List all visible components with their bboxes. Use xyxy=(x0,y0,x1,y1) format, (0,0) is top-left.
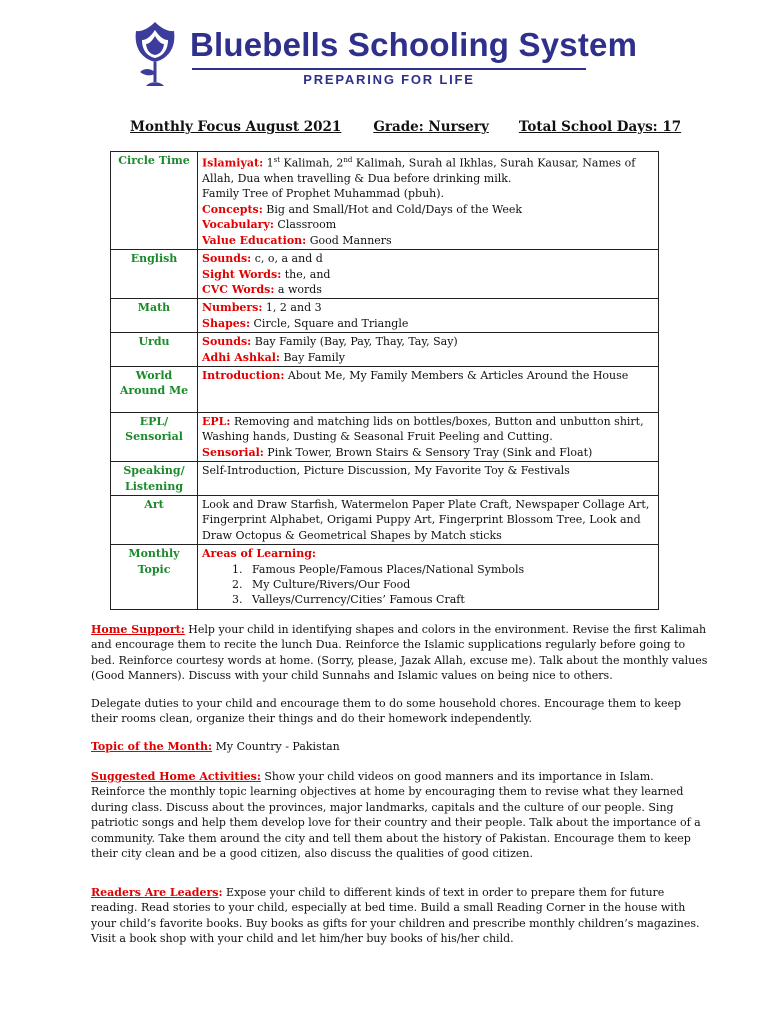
focus-title: Monthly Focus August 2021 xyxy=(130,119,342,135)
table-row xyxy=(111,250,659,299)
vocabulary-text: Classroom xyxy=(273,218,337,232)
readers-colon: : xyxy=(218,886,223,899)
sounds-label: Sounds: xyxy=(202,252,252,266)
sensorial-text: Pink Tower, Brown Stairs & Sensory Tray (Sink and Float) xyxy=(263,445,593,459)
topic-of-month-label: Topic of the Month: xyxy=(91,740,213,753)
vocabulary-label: Vocabulary: xyxy=(202,218,274,232)
table-row xyxy=(111,462,659,496)
sight-words-text: the, and xyxy=(281,267,331,281)
table-row xyxy=(111,366,659,412)
focus-grade: Grade: Nursery xyxy=(373,119,489,135)
readers-text: Expose your child to different kinds of text in order to prepare them for future reading. Read stories to your child, especially at bed time. Build a small Reading Corner in the house with your child’s favorite books. Buy books as gifts for your children and prescribe monthly children’s magazines. Visit a book shop with your child and let him/her buy books of his/her child. xyxy=(91,886,700,946)
cvc-words-text: a words xyxy=(274,282,322,296)
table-row xyxy=(111,495,659,544)
family-tree-text: Family Tree of Prophet Muhammad (pbuh). xyxy=(202,187,445,201)
adhi-ashkal-label: Adhi Ashkal: xyxy=(202,350,280,364)
value-education-text: Good Manners xyxy=(306,233,392,247)
monthly-focus-line xyxy=(130,119,681,135)
epl-label: EPL: xyxy=(202,414,231,428)
table-row xyxy=(111,152,659,250)
content-cell xyxy=(198,366,659,412)
ordinal-suffix: nd xyxy=(343,156,353,164)
topic-of-month-text: My Country - Pakistan xyxy=(212,740,340,753)
subject-cell: Monthly Topic xyxy=(111,545,198,610)
urdu-sounds-text: Bay Family (Bay, Pay, Thay, Tay, Say) xyxy=(251,335,458,349)
content-cell xyxy=(198,152,659,250)
topic-of-month-paragraph xyxy=(91,739,711,754)
value-education-label: Value Education: xyxy=(202,233,307,247)
introduction-label: Introduction: xyxy=(202,368,285,382)
school-name: Bluebells Schooling System xyxy=(190,26,638,63)
subject-cell: English xyxy=(111,250,198,299)
table-row xyxy=(111,412,659,461)
shapes-text: Circle, Square and Triangle xyxy=(250,316,409,330)
suggested-activities-label: Suggested Home Activities: xyxy=(91,770,261,783)
suggested-activities-text: Show your child videos on good manners and its importance in Islam. Reinforce the monthly topic learning objectives at home by encouraging them to revise what they learned during class. Discuss about the provinces, major landmarks, capitals and the culture of our people. Sing patriotic songs and help them develop love for their country and their people. Talk about the importance of a community. Take them around the city and tell them about the history of Pakistan. Encourage them to keep their city clean and be a good citizen, also discuss the qualities of good citizen. xyxy=(91,770,701,861)
table-row xyxy=(111,545,659,610)
islamiyat-label: Islamiyat: xyxy=(202,156,264,170)
content-cell: Self-Introduction, Picture Discussion, My Favorite Toy & Festivals xyxy=(198,462,659,496)
adhi-ashkal-text: Bay Family xyxy=(279,350,345,364)
home-support-label: Home Support: xyxy=(91,623,185,636)
tagline-bar xyxy=(192,68,586,90)
readers-label: Readers Are Leaders xyxy=(91,886,219,899)
delegate-paragraph: Delegate duties to your child and encourage them to do some household chores. Encourage them to keep their rooms clean, organize their things and do their homework independently. xyxy=(91,697,682,726)
subject-cell: Urdu xyxy=(111,333,198,367)
focus-days: Total School Days: 17 xyxy=(518,119,682,135)
tagline: PREPARING FOR LIFE xyxy=(303,72,475,87)
home-support-text: Help your child in identifying shapes and colors in the environment. Revise the first Kalimah and encourage them to recite the lunch Dua. Reinforce the Islamic supplications regularly before going to bed. Reinforce courtesy words at home. (Sorry, please, Jazak Allah, excuse me). Talk about the monthly values (Good Manners). Discuss with your child Sunnahs and Islamic values on being nice to others. xyxy=(91,623,708,683)
islamiyat-text: Kalimah, 2 xyxy=(280,156,344,170)
curriculum-table xyxy=(110,151,659,610)
urdu-sounds-label: Sounds: xyxy=(202,335,252,349)
content-cell xyxy=(198,299,659,333)
subject-cell: Circle Time xyxy=(111,152,198,250)
content-cell: Look and Draw Starfish, Watermelon Paper Plate Craft, Newspaper Collage Art, Fingerprint Alphabet, Origami Puppy Art, Fingerprint Blossom Tree, Look and Draw Octopus & Geometrical Shapes by Match sticks xyxy=(198,495,659,544)
subject-cell: Art xyxy=(111,495,198,544)
content-cell xyxy=(198,250,659,299)
shapes-label: Shapes: xyxy=(202,316,251,330)
content-cell xyxy=(198,545,659,610)
table-row xyxy=(111,333,659,367)
ordinal-suffix: st xyxy=(273,156,281,164)
numbers-text: 1, 2 and 3 xyxy=(262,301,322,315)
ordinal-number: 1 xyxy=(266,156,274,170)
subject-cell: Speaking/ Listening xyxy=(111,462,198,496)
content-cell xyxy=(198,412,659,461)
sounds-text: c, o, a and d xyxy=(251,252,323,266)
bluebell-logo-icon xyxy=(128,18,182,90)
introduction-text: About Me, My Family Members & Articles Around the House xyxy=(284,368,629,382)
list-item: 1. Famous People/Famous Places/National Symbols xyxy=(246,562,654,577)
readers-paragraph xyxy=(91,885,711,947)
sensorial-label: Sensorial: xyxy=(202,445,264,459)
list-item: 2. My Culture/Rivers/Our Food xyxy=(246,577,654,592)
subject-cell: World Around Me xyxy=(111,366,198,412)
areas-label: Areas of Learning: xyxy=(202,547,316,561)
table-row xyxy=(111,299,659,333)
concepts-text: Big and Small/Hot and Cold/Days of the Week xyxy=(262,202,523,216)
content-cell xyxy=(198,333,659,367)
subject-cell: Math xyxy=(111,299,198,333)
school-header xyxy=(118,0,678,104)
cvc-words-label: CVC Words: xyxy=(202,282,275,296)
islamiyat-text: Kalimah, Surah al Ikhlas, Surah Kausar, Names of Allah, Dua when travelling & Dua before drinking milk. xyxy=(202,156,636,186)
epl-text: Removing and matching lids on bottles/boxes, Button and unbutton shirt, Washing hands, Dusting & Seasonal Fruit Peeling and Cutting. xyxy=(202,414,644,444)
suggested-activities-paragraph xyxy=(91,769,711,861)
home-support-paragraph xyxy=(91,622,711,684)
concepts-label: Concepts: xyxy=(202,202,263,216)
areas-list xyxy=(202,562,654,608)
list-item: 3. Valleys/Currency/Cities’ Famous Craft xyxy=(246,592,654,607)
numbers-label: Numbers: xyxy=(202,301,263,315)
subject-cell: EPL/ Sensorial xyxy=(111,412,198,461)
sight-words-label: Sight Words: xyxy=(202,267,282,281)
